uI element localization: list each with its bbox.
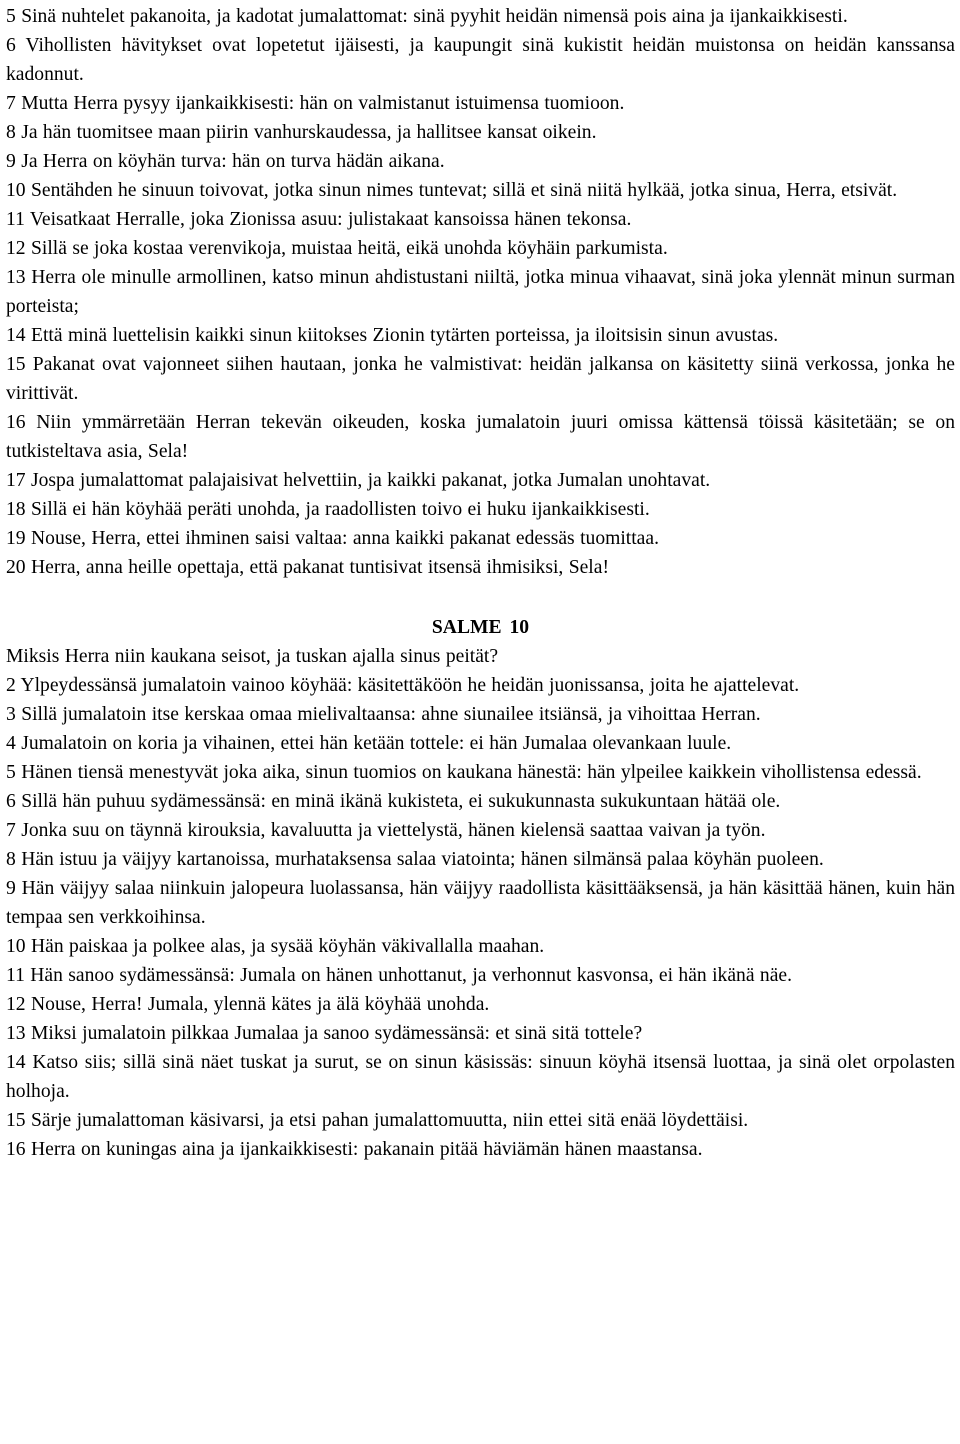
verse: 9 Hän väijyy salaa niinkuin jalopeura luolassansa, hän väijyy raadollista käsittääksensä, ja hän käsittää hänen, kuin hän tempaa sen verkkoihinsa.: [6, 878, 955, 928]
verse: 7 Mutta Herra pysyy ijankaikkisesti: hän on valmistanut istuimensa tuomioon.: [6, 93, 625, 114]
verse: 11 Hän sanoo sydämessänsä: Jumala on hänen unhottanut, ja verhonnut kasvonsa, ei hän ikänä näe.: [6, 965, 793, 986]
verse: 14 Katso siis; sillä sinä näet tuskat ja surut, se on sinun käsissäs: sinuun köyhä itsensä luottaa, ja sinä olet orpolasten holhoja.: [6, 1052, 955, 1102]
verse: 6 Vihollisten hävitykset ovat lopetetut ijäisesti, ja kaupungit sinä kukistit heidän muistonsa on heidän kanssansa kadonnut.: [6, 35, 955, 85]
verse: 16 Niin ymmärretään Herran tekevän oikeuden, koska jumalatoin juuri omissa kättensä töissä käsitetään; se on tutkisteltava asia, Sela!: [6, 412, 955, 462]
verse: 13 Herra ole minulle armollinen, katso minun ahdistustani niiltä, jotka minua vihaavat, sinä joka ylennät minun surman porteista;: [6, 267, 955, 317]
verse: 17 Jospa jumalattomat palajaisivat helvettiin, ja kaikki pakanat, jotka Jumalan unohtavat.: [6, 470, 711, 491]
verse: 18 Sillä ei hän köyhää peräti unohda, ja raadollisten toivo ei huku ijankaikkisesti.: [6, 499, 650, 520]
verse: 10 Sentähden he sinuun toivovat, jotka sinun nimes tuntevat; sillä et sinä niitä hylkää, jotka sinua, Herra, etsivät.: [6, 180, 898, 201]
verse: 9 Ja Herra on köyhän turva: hän on turva hädän aikana.: [6, 151, 445, 172]
verse: 20 Herra, anna heille opettaja, että pakanat tuntisivat itsensä ihmisiksi, Sela!: [6, 557, 609, 578]
verse: 15 Särje jumalattoman käsivarsi, ja etsi pahan jumalattomuutta, niin ettei sitä enää löydettäisi.: [6, 1110, 749, 1131]
verse: 5 Hänen tiensä menestyvät joka aika, sinun tuomios on kaukana hänestä: hän ylpeilee kaikkein vihollistensa edessä.: [6, 762, 922, 783]
verse: 14 Että minä luettelisin kaikki sinun kiitokses Zionin tytärten porteissa, ja iloitsisin sinun avustas.: [6, 325, 779, 346]
verse: 8 Hän istuu ja väijyy kartanoissa, murhataksensa salaa viatointa; hänen silmänsä palaa köyhän puoleen.: [6, 849, 824, 870]
verse: 12 Nouse, Herra! Jumala, ylennä kätes ja älä köyhää unohda.: [6, 994, 490, 1015]
verse: 15 Pakanat ovat vajonneet siihen hautaan, jonka he valmistivat: heidän jalkansa on käsitetty siinä verkossa, jonka he virittivät.: [6, 354, 955, 404]
verse: 8 Ja hän tuomitsee maan piirin vanhurskaudessa, ja hallitsee kansat oikein.: [6, 122, 597, 143]
verse: 12 Sillä se joka kostaa verenvikoja, muistaa heitä, eikä unohda köyhäin parkumista.: [6, 238, 668, 259]
verse: 7 Jonka suu on täynnä kirouksia, kavaluutta ja viettelystä, hänen kielensä saattaa vaivan ja työn.: [6, 820, 766, 841]
verse: Miksis Herra niin kaukana seisot, ja tuskan ajalla sinus peität?: [6, 646, 499, 667]
verse: 10 Hän paiskaa ja polkee alas, ja sysää köyhän väkivallalla maahan.: [6, 936, 545, 957]
verse: 6 Sillä hän puhuu sydämessänsä: en minä ikänä kukisteta, ei sukukunnasta sukukuntaan hätää ole.: [6, 791, 781, 812]
section-heading: SALME 10: [431, 617, 530, 638]
verse: 11 Veisatkaat Herralle, joka Zionissa asuu: julistakaat kansoissa hänen tekonsa.: [6, 209, 632, 230]
section-gap: [6, 582, 955, 611]
verse: 16 Herra on kuningas aina ja ijankaikkisesti: pakanain pitää häviämän hänen maastansa.: [6, 1139, 703, 1160]
verse: 2 Ylpeydessänsä jumalatoin vainoo köyhää: käsitettäköön he heidän juonissansa, joita he ajattelevat.: [6, 675, 800, 696]
document-page: [6, 2, 955, 1164]
verse: 4 Jumalatoin on koria ja vihainen, ettei hän ketään tottele: ei hän Jumalaa olevankaan luule.: [6, 733, 732, 754]
verse: 19 Nouse, Herra, ettei ihminen saisi valtaa: anna kaikki pakanat edessäs tuomittaa.: [6, 528, 659, 549]
verse: 3 Sillä jumalatoin itse kerskaa omaa mielivaltaansa: ahne siunailee itsiänsä, ja vihoittaa Herran.: [6, 704, 761, 725]
verses-top: [6, 2, 955, 582]
verse: 5 Sinä nuhtelet pakanoita, ja kadotat jumalattomat: sinä pyyhit heidän nimensä pois aina ja ijankaikkisesti.: [6, 6, 848, 27]
verse: 13 Miksi jumalatoin pilkkaa Jumalaa ja sanoo sydämessänsä: et sinä sitä tottele?: [6, 1023, 643, 1044]
verses-psalm10: [6, 642, 955, 1164]
